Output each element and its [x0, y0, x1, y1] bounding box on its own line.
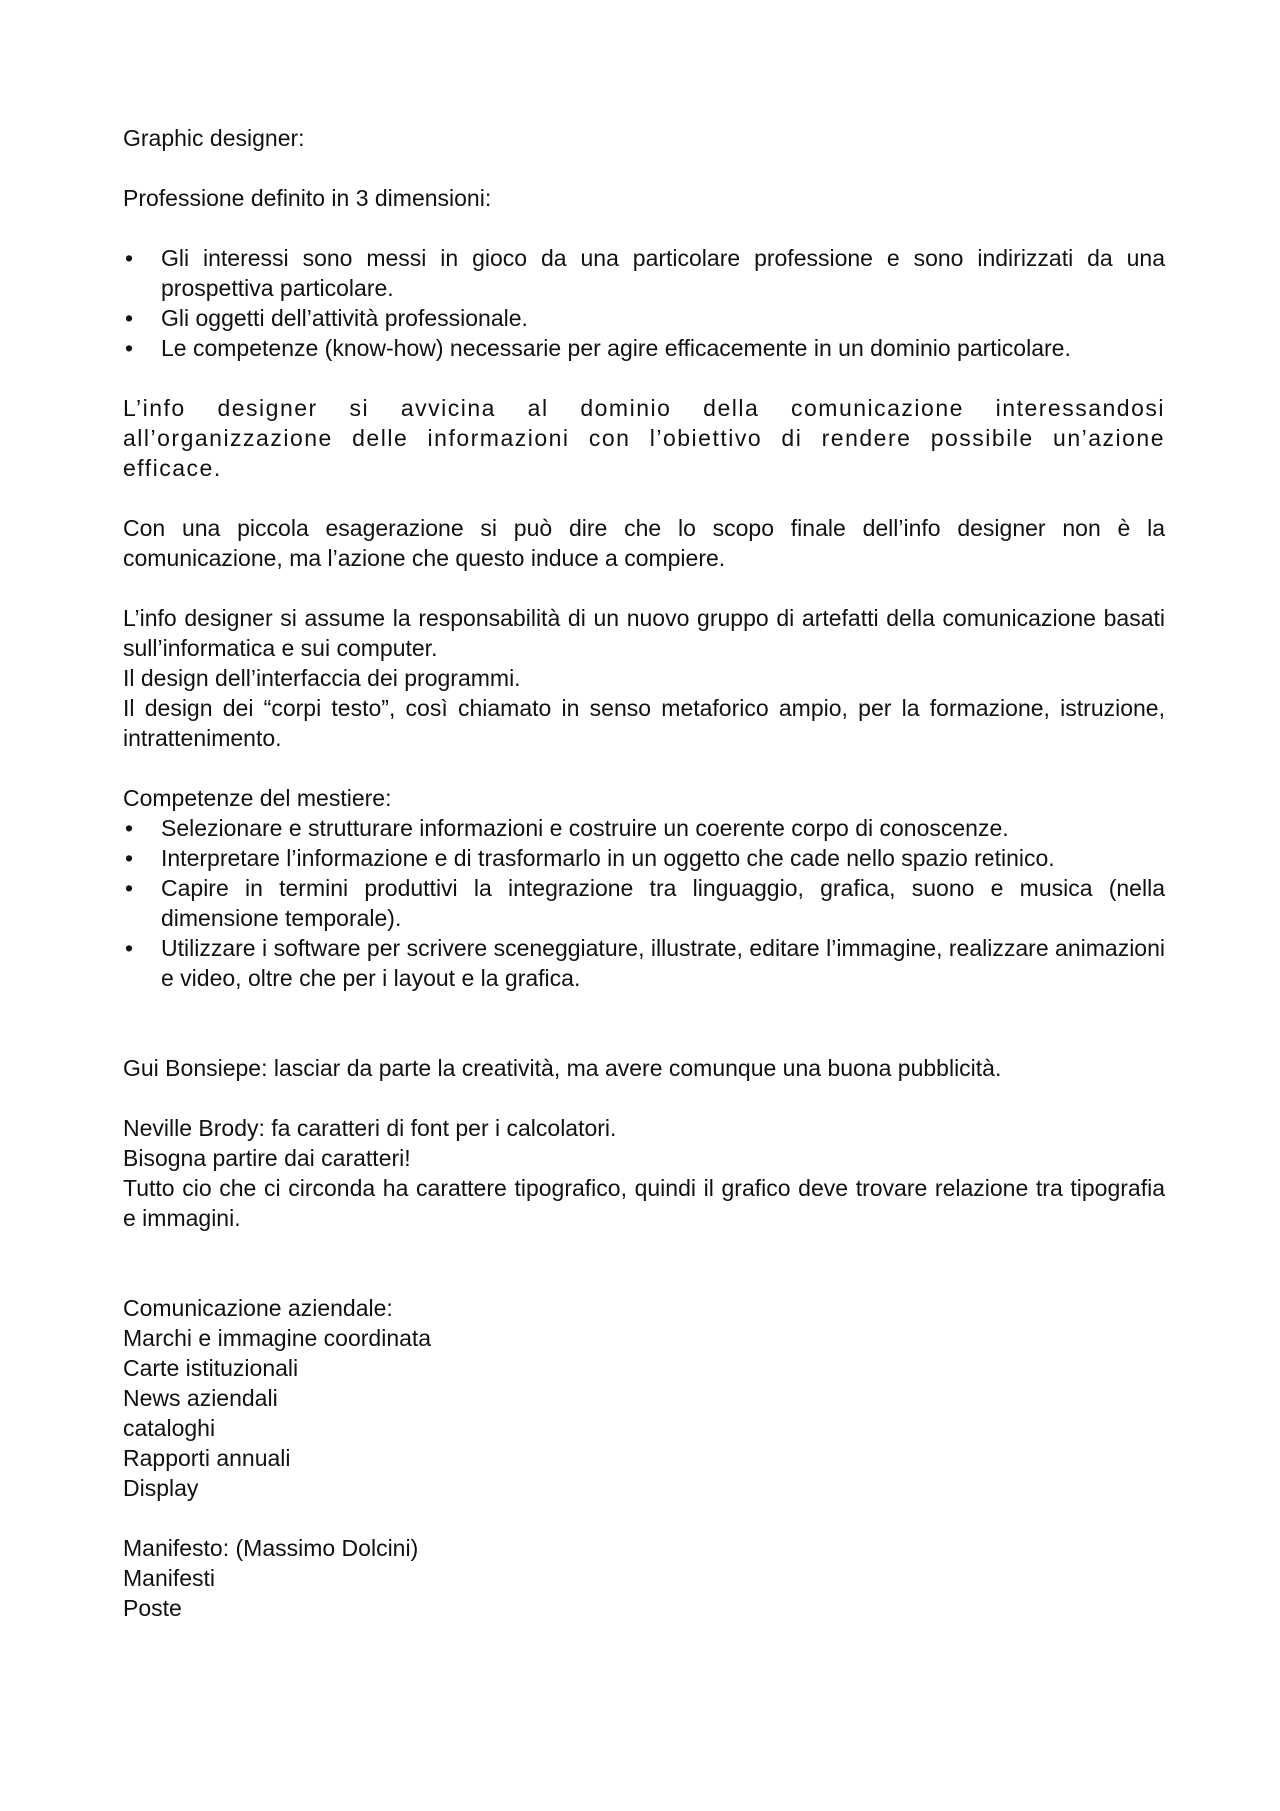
list-item	[123, 843, 1165, 873]
list-item	[123, 303, 1165, 333]
poster-heading: Manifesto: (Massimo Dolcini)	[123, 1535, 419, 1561]
line-brody: Tutto cio che ci circonda ha carattere tipografico, quindi il grafico deve trovare relazione tra tipografia e immagini.	[123, 1175, 1165, 1231]
bullet-icon: •	[125, 815, 134, 841]
list-item	[123, 813, 1165, 843]
bullet-icon: •	[125, 335, 134, 361]
spacer	[123, 483, 1165, 513]
spacer	[123, 753, 1165, 783]
spacer	[123, 1233, 1165, 1293]
line-interface: Il design dell’interfaccia dei programmi.	[123, 665, 521, 691]
corporate-item: Marchi e immagine coordinata	[123, 1325, 432, 1351]
spacer	[123, 153, 1165, 183]
bullet-icon: •	[125, 845, 134, 871]
paragraph-responsibility: L’info designer si assume la responsabilità di un nuovo gruppo di artefatti della comunicazione basati sull’informatica e sui computer.	[123, 605, 1165, 661]
line-text-bodies: Il design dei “corpi testo”, così chiamato in senso metaforico ampio, per la formazione, istruzione, intrattenimento.	[123, 695, 1165, 751]
spacer	[123, 213, 1165, 243]
paragraph-exaggeration: Con una piccola esagerazione si può dire che lo scopo finale dell’info designer non è la comunicazione, ma l’azione che questo induce a compiere.	[123, 515, 1165, 571]
spacer	[123, 363, 1165, 393]
bullet-icon: •	[125, 305, 134, 331]
poster-item: Poste	[123, 1595, 182, 1621]
paragraph-bonsiepe: Gui Bonsiepe: lasciar da parte la creatività, ma avere comunque una buona pubblicità.	[123, 1055, 1002, 1081]
corporate-item: Carte istituzionali	[123, 1355, 299, 1381]
list-item-text: Gli oggetti dell’attività professionale.	[161, 305, 528, 331]
paragraph-info-designer: L’info designer si avvicina al dominio della comunicazione interessandosi all’organizzazione delle informazioni con l’obiettivo di rendere possibile un’azione efficace.	[123, 395, 1165, 481]
line-brody: Bisogna partire dai caratteri!	[123, 1145, 411, 1171]
line-brody: Neville Brody: fa caratteri di font per i calcolatori.	[123, 1115, 617, 1141]
bullet-icon: •	[125, 245, 134, 271]
list-item	[123, 873, 1165, 933]
document-heading: Graphic designer:	[123, 125, 305, 151]
corporate-item: Display	[123, 1475, 199, 1501]
list-item-text: Capire in termini produttivi la integrazione tra linguaggio, grafica, suono e musica (nella dimensione temporale).	[161, 875, 1165, 931]
corporate-item: News aziendali	[123, 1385, 278, 1411]
corporate-heading: Comunicazione aziendale:	[123, 1295, 393, 1321]
dimensions-intro: Professione definito in 3 dimensioni:	[123, 185, 492, 211]
list-item	[123, 243, 1165, 303]
list-item-text: Selezionare e strutturare informazioni e costruire un coerente corpo di conoscenze.	[161, 815, 1009, 841]
list-item-text: Utilizzare i software per scrivere sceneggiature, illustrate, editare l’immagine, realizzare animazioni e video, oltre che per i layout e la grafica.	[161, 935, 1165, 991]
spacer	[123, 1503, 1165, 1533]
list-item-text: Gli interessi sono messi in gioco da una particolare professione e sono indirizzati da una prospettiva particolare.	[161, 245, 1165, 301]
spacer	[123, 1083, 1165, 1113]
list-item	[123, 333, 1165, 363]
dimensions-list	[123, 243, 1165, 363]
list-item	[123, 933, 1165, 993]
bullet-icon: •	[125, 875, 134, 901]
list-item-text: Interpretare l’informazione e di trasformarlo in un oggetto che cade nello spazio retinico.	[161, 845, 1055, 871]
poster-item: Manifesti	[123, 1565, 216, 1591]
document-body	[123, 123, 1165, 1623]
corporate-item: Rapporti annuali	[123, 1445, 291, 1471]
corporate-item: cataloghi	[123, 1415, 216, 1441]
spacer	[123, 573, 1165, 603]
skills-list	[123, 813, 1165, 993]
list-item-text: Le competenze (know-how) necessarie per agire efficacemente in un dominio particolare.	[161, 335, 1071, 361]
bullet-icon: •	[125, 935, 134, 961]
skills-heading: Competenze del mestiere:	[123, 785, 392, 811]
spacer	[123, 993, 1165, 1053]
